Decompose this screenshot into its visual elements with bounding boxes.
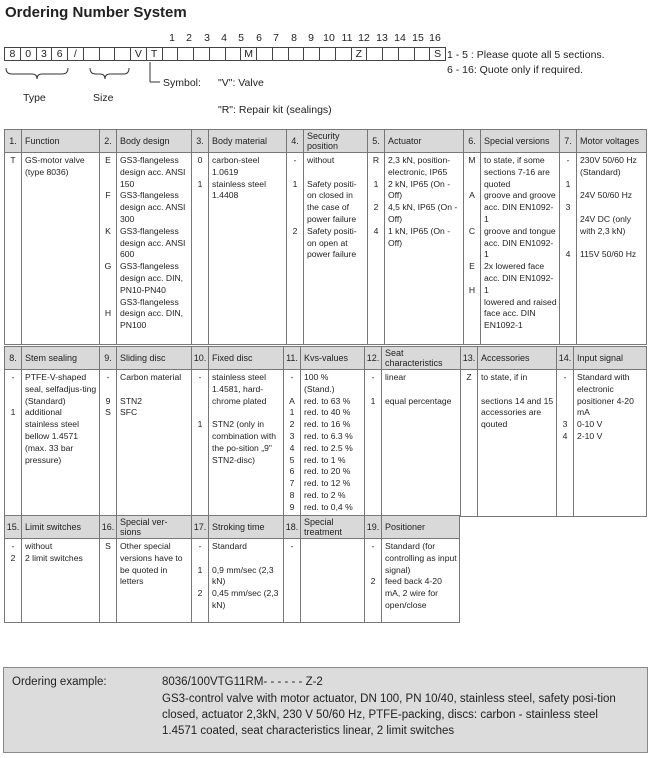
header-title: Sliding disc (120, 353, 166, 363)
code-box: / (67, 47, 84, 61)
limit-switches-codes: - 2 (5, 539, 22, 623)
code-box: 3 (36, 47, 53, 61)
note-sections-6-16: 6 - 16: Quote only if required. (447, 64, 583, 76)
position-number: 6 (256, 32, 262, 44)
header-title: Input signal (577, 353, 624, 363)
header-number: 13. (461, 347, 478, 370)
header-title: Kvs-values (304, 353, 349, 363)
code-box (256, 47, 273, 61)
special-versions-text: to state, if some sections 7-16 are quoted groove and groove acc. DIN EN1092-1 groove and tongue acc. DIN EN1092-1 2x lowered face acc. DIN EN1092-1 lowered and raised face acc. DIN EN1092-1 (481, 153, 560, 345)
header-title: Actuator (388, 136, 422, 146)
stem-sealing-text: PTFE-V-shaped seal, selfadjus-ting (Standard) additional stainless steel bellow 1.4571 (max. 33 bar pressure) (22, 370, 100, 517)
position-number: 15 (412, 32, 424, 44)
header-number: 17. (192, 516, 209, 539)
header-title: Special ver-sions (120, 517, 168, 537)
code-box (288, 47, 305, 61)
code-box (83, 47, 100, 61)
positioner-text: Standard (for controlling as input signal) feed back 4-20 mA, 2 wire for open/close (382, 539, 460, 623)
header-number: 9. (100, 347, 117, 370)
header-title: Fixed disc (212, 353, 253, 363)
code-box (209, 47, 226, 61)
header-number: 5. (368, 130, 385, 153)
code-box: S (429, 47, 446, 61)
header-title: Accessories (481, 353, 530, 363)
fixed-disc-text: stainless steel 1.4581, hard-chrome plated STN2 (only in combination with the po-sition „9" STN2-disc) (209, 370, 284, 517)
ordering-example-box (3, 667, 648, 753)
label-repair-kit: "R": Repair kit (sealings) (218, 104, 332, 116)
input-signal-codes: - 3 4 (557, 370, 574, 517)
table-sections-8-14 (4, 346, 647, 517)
ordering-example-description: GS3-control valve with motor actuator, DN 100, PN 10/40, stainless steel, safety posi-tion closed, actuator 2,3kN, 230 V 50/60 Hz, PTFE-packing, discs: carbon - stainless steel 1.4571 coated, seat characteristics linear, 2 limit switches (162, 693, 616, 737)
seat-characteristics-codes: - 1 (365, 370, 382, 517)
position-number: 8 (291, 32, 297, 44)
stem-sealing-codes: - 1 (5, 370, 22, 517)
body-material-text: carbon-steel 1.0619 stainless steel 1.4408 (209, 153, 287, 345)
note-sections-1-5: 1 - 5 : Please quote all 5 sections. (447, 49, 605, 61)
header-title: Stroking time (212, 522, 265, 532)
sliding-disc-codes: - 9 S (100, 370, 117, 517)
header-number: 16. (100, 516, 117, 539)
header-title: Stem sealing (25, 353, 78, 363)
code-box: 8 (4, 47, 21, 61)
table-sections-15-19 (4, 515, 460, 623)
code-box: 0 (20, 47, 37, 61)
body-design-codes: E F K G H (100, 153, 117, 345)
header-number: 8. (5, 347, 22, 370)
sliding-disc-text: Carbon material STN2 SFC (117, 370, 192, 517)
code-box (162, 47, 179, 61)
header-number: 11. (284, 347, 301, 370)
header-number: 15. (5, 516, 22, 539)
motor-voltages-codes: - 1 3 4 (560, 153, 577, 345)
header-title: Motor voltages (580, 136, 640, 146)
table-sections-1-7 (4, 129, 647, 345)
code-box (382, 47, 399, 61)
code-box (99, 47, 116, 61)
position-number: 12 (358, 32, 370, 44)
special-versions2-text: Other special versions have to be quoted in letters (117, 539, 192, 623)
motor-voltages-text: 230V 50/60 Hz (Standard) 24V 50/60 Hz 24V DC (only with 2,3 kN) 115V 50/60 Hz (577, 153, 647, 345)
label-valve: "V": Valve (218, 77, 264, 89)
ordering-example-label: Ordering example: (12, 676, 107, 688)
body-material-codes: 0 1 (192, 153, 209, 345)
header-number: 18. (284, 516, 301, 539)
header-number: 4. (287, 130, 304, 153)
code-box: V (130, 47, 147, 61)
code-box (225, 47, 242, 61)
header-title: Body material (212, 136, 268, 146)
header-number: 14. (557, 347, 574, 370)
seat-characteristics-text: linear equal percentage (382, 370, 461, 517)
function-text: GS-motor valve (type 8036) (22, 153, 100, 345)
header-number: 19. (365, 516, 382, 539)
header-title: Seat characteristics (385, 348, 443, 368)
code-box (272, 47, 289, 61)
special-treatment-codes: - (284, 539, 301, 623)
position-number: 2 (186, 32, 192, 44)
header-number: 6. (464, 130, 481, 153)
header-title: Special treatment (304, 517, 343, 537)
kvs-values-text: 100 % (Stand.) red. to 63 % red. to 40 % red. to 16 % red. to 6.3 % red. to 2.5 % red. to 1 % red. to 20 % red. to 12 % red. to 2 % red. to 0,4 % (301, 370, 365, 517)
limit-switches-text: without 2 limit switches (22, 539, 100, 623)
stroking-time-text: Standard 0,9 mm/sec (2,3 kN) 0,45 mm/sec (2,3 kN) (209, 539, 284, 623)
label-type: Type (23, 92, 46, 104)
input-signal-text: Standard with electronic positioner 4-20 mA 0-10 V 2-10 V (574, 370, 647, 517)
accessories-text: to state, if in sections 14 and 15 accessories are qouted (478, 370, 557, 517)
code-box (193, 47, 210, 61)
actuator-codes: R 1 2 4 (368, 153, 385, 345)
security-position-text: without Safety positi-on closed in the case of power failure Safety positi-on open at power failure (304, 153, 368, 345)
position-number: 14 (394, 32, 406, 44)
position-number: 11 (341, 32, 353, 44)
position-number: 7 (273, 32, 279, 44)
positioner-codes: - 2 (365, 539, 382, 623)
code-box (414, 47, 431, 61)
header-title: Body design (120, 136, 170, 146)
code-box (398, 47, 415, 61)
position-number: 10 (323, 32, 335, 44)
code-box (114, 47, 131, 61)
header-number: 12. (365, 347, 382, 370)
header-title: Limit switches (25, 522, 82, 532)
position-number: 3 (204, 32, 210, 44)
header-number: 10. (192, 347, 209, 370)
actuator-text: 2,3 kN, position-electronic, IP65 2 kN, IP65 (On - Off) 4,5 kN, IP65 (On - Off) 1 kN, IP65 (On - Off) (385, 153, 464, 345)
page-title: Ordering Number System (5, 4, 187, 21)
fixed-disc-codes: - 1 (192, 370, 209, 517)
code-box: Z (351, 47, 368, 61)
special-treatment-text (301, 539, 365, 623)
label-symbol: Symbol: (163, 77, 201, 89)
ordering-example-code: 8036/100VTG11RM- - - - - - Z-2 (162, 676, 323, 688)
header-title: Function (25, 136, 60, 146)
body-design-text: GS3-flangeless design acc. ANSI 150 GS3-flangeless design acc. ANSI 300 GS3-flangeless design acc. ANSI 600 GS3-flangeless design acc. DIN, PN10-PN40 GS3-flangeless design acc. DIN, PN100 (117, 153, 192, 345)
header-number: 1. (5, 130, 22, 153)
header-title: Positioner (385, 522, 426, 532)
position-number: 1 (169, 32, 175, 44)
special-versions-codes: M A C E H (464, 153, 481, 345)
label-size: Size (93, 92, 114, 104)
accessories-codes: Z (461, 370, 478, 517)
position-number: 5 (238, 32, 244, 44)
code-box: M (240, 47, 257, 61)
header-number: 3. (192, 130, 209, 153)
position-number: 16 (429, 32, 441, 44)
header-number: 7. (560, 130, 577, 153)
header-title: Security position (307, 131, 340, 151)
code-box: T (146, 47, 163, 61)
header-title: Special versions (484, 136, 550, 146)
kvs-values-codes: - A 1 2 3 4 5 6 7 8 9 (284, 370, 301, 517)
stroking-time-codes: - 1 2 (192, 539, 209, 623)
header-number: 2. (100, 130, 117, 153)
code-box (366, 47, 383, 61)
code-box (177, 47, 194, 61)
code-box (303, 47, 320, 61)
position-number: 13 (376, 32, 388, 44)
function-code: T (5, 153, 22, 345)
special-versions2-codes: S (100, 539, 117, 623)
position-number: 9 (308, 32, 314, 44)
position-number: 4 (221, 32, 227, 44)
code-box (335, 47, 352, 61)
security-position-codes: - 1 2 (287, 153, 304, 345)
code-box (319, 47, 336, 61)
code-box: 6 (51, 47, 68, 61)
